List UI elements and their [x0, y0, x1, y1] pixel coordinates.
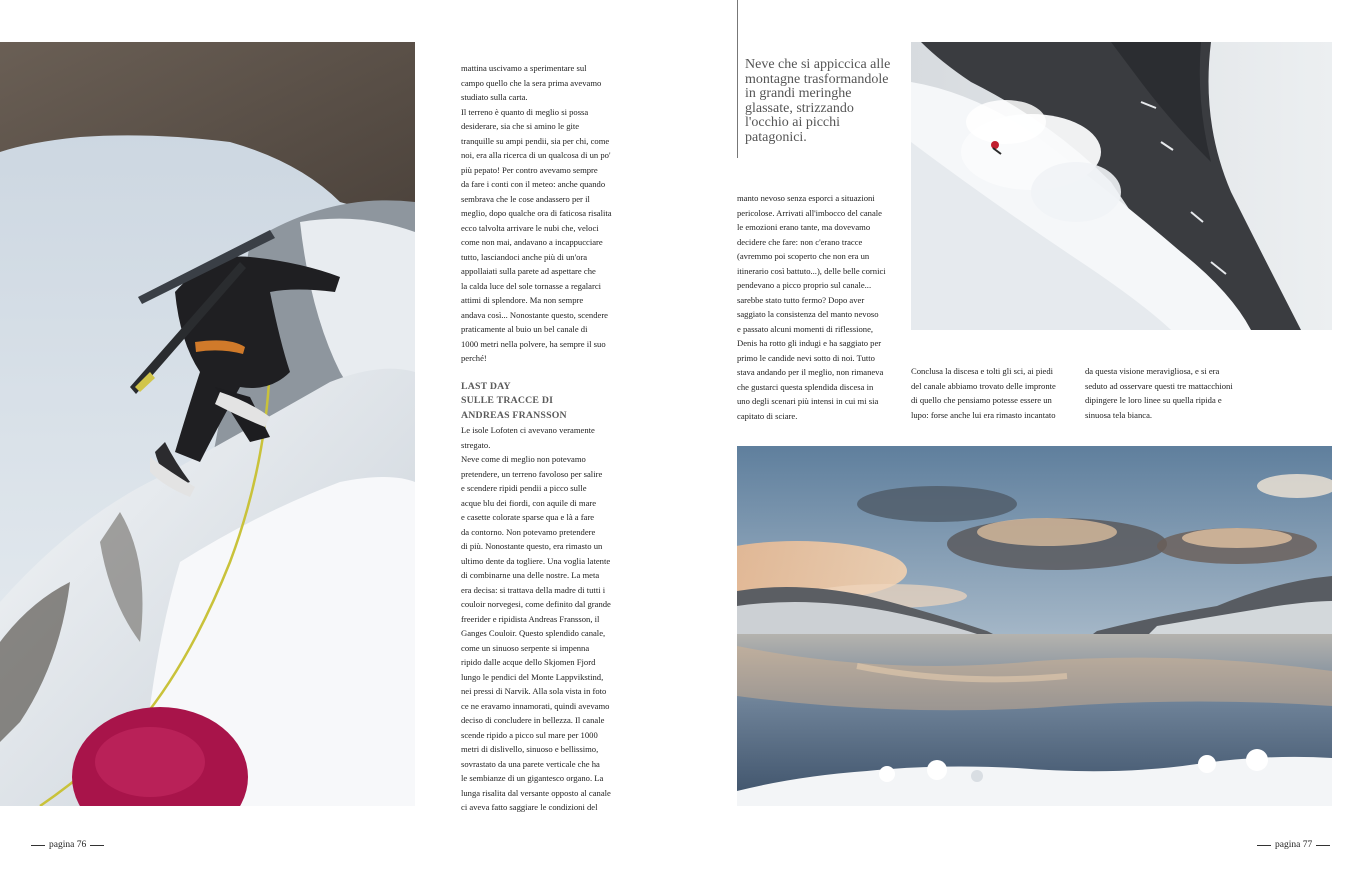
text-line: Denis ha rotto gli indugi e ha saggiato per [737, 338, 882, 348]
text-line: primo le candide nevi sotto di noi. Tutto [737, 352, 875, 363]
page-number-rule [1257, 845, 1271, 846]
text-line: scende ripido a picco sul mare per 1000 [461, 729, 598, 740]
text-line: Il terreno è quanto di meglio si possa [461, 106, 589, 117]
text-line: saggiato la consistenza del manto nevoso [737, 309, 879, 319]
text-line: più pepato! Per contro avevamo sempre [461, 164, 598, 175]
section-heading [461, 380, 636, 424]
fjord-photo [737, 446, 1332, 806]
text-line: campo quello che la sera prima avevamo [461, 77, 602, 88]
text-line: noi, era alla ricerca di un qualcosa di un po' [461, 150, 611, 160]
text-line: ripido dalle acque dello Skjomen Fjord [461, 657, 596, 667]
heading-line: SULLE TRACCE DI [461, 395, 554, 406]
text-line: dipingere le loro linee su quella ripida e [1085, 395, 1222, 405]
text-line: nei pressi di Narvik. Alla sola vista in foto [461, 686, 607, 696]
text-line: ce ne eravamo innamorati, quindi avevamo [461, 700, 610, 711]
page-number-left [31, 840, 104, 850]
text-line: ci aveva fatto saggiare le condizioni del [461, 802, 598, 812]
text-line: pericolose. Arrivati all'imbocco del canale [737, 207, 882, 218]
text-line: acque blu dei fiordi, con aquile di mare [461, 497, 597, 508]
article-column-2 [737, 191, 907, 423]
text-line: attimi di splendore. Ma non sempre [461, 295, 584, 305]
text-line: uno degli scenari più intensi in cui mi sia [737, 396, 879, 406]
text-line: itinerario così battuto...), delle belle cornici [737, 265, 886, 276]
text-line: (avremmo poi scoperto che non era un [737, 251, 870, 261]
text-line: tranquille su ampi pendii, sia per chi, come [461, 135, 610, 146]
text-line: seduto ad osservare questi tre mattacchioni [1085, 380, 1233, 391]
text-line: del canale abbiamo trovato delle impronte [911, 380, 1056, 391]
text-line: di quello che pensiamo potesse essere un [911, 395, 1052, 405]
article-column-3 [911, 364, 1081, 422]
text-line: Conclusa la discesa e tolti gli sci, ai piedi [911, 366, 1054, 376]
text-line: le sembianze di un gigantesco organo. La [461, 773, 604, 783]
text-line: ultimo dente da togliere. Una voglia latente [461, 555, 611, 566]
text-line: stava andando per il meglio, non rimaneva [737, 367, 884, 377]
page-number-text: pagina 76 [49, 840, 87, 850]
text-line: e casette colorate sparse qua e là a fare [461, 512, 595, 522]
text-line: sembrava che le cose andassero per il [461, 193, 590, 204]
text-line: meglio, dopo qualche ora di faticosa risalita [461, 208, 612, 218]
text-line: Neve come di meglio non potevamo [461, 454, 586, 464]
text-line: couloir norvegesi, come definito dal grande [461, 599, 611, 609]
text-line: sarebbe stato tutto fermo? Dopo aver [737, 294, 865, 305]
text-line: di più. Nonostante questo, era rimasto un [461, 541, 603, 551]
page-number-text: pagina 77 [1275, 840, 1313, 850]
text-line: perché! [461, 353, 487, 363]
text-line: appollaiati sulla parete ad aspettare che [461, 266, 596, 276]
page-number-rule [31, 845, 45, 846]
text-line: Le isole Lofoten ci avevano veramente [461, 425, 595, 435]
text-line: metri di dislivello, sinuoso e bellissimo, [461, 744, 599, 754]
text-line: decidere che fare: non c'erano tracce [737, 236, 863, 247]
text-line: che gustarci questa splendida discesa in [737, 381, 874, 392]
climber-photo [0, 42, 415, 806]
text-line: le emozioni erano tante, ma dovevamo [737, 222, 871, 232]
text-line: pretendere, un terreno favoloso per salire [461, 468, 603, 479]
heading-line: LAST DAY [461, 380, 511, 392]
text-line: Ganges Couloir. Questo splendido canale, [461, 628, 606, 638]
text-line: studiato sulla carta. [461, 92, 528, 102]
text-line: freerider e ripidista Andreas Fransson, il [461, 613, 600, 624]
text-line: la calda luce del sole tornasse a regalarci [461, 280, 602, 291]
text-line: pendevano a picco proprio sul canale... [737, 280, 872, 290]
text-line: mattina uscivamo a sperimentare sul [461, 63, 587, 73]
text-line: ecco talvolta arrivare le nubi che, veloci [461, 222, 599, 233]
article-column-4 [1085, 364, 1260, 422]
text-line: 1000 metri nella polvere, ha sempre il suo [461, 338, 606, 349]
text-line: e scendere ripidi pendii a picco sulle [461, 483, 587, 493]
text-line: come non mai, andavano a incappucciare [461, 237, 603, 247]
quote-rule [737, 0, 738, 158]
text-line: stregato. [461, 439, 491, 450]
text-line: da fare i conti con il meteo: anche quando [461, 179, 606, 189]
text-line: desiderare, sia che si amino le gite [461, 121, 580, 131]
text-line: da contorno. Non potevamo pretendere [461, 526, 596, 537]
text-line: sovrastato da una parete verticale che ha [461, 758, 600, 769]
text-line: lungo le pendici del Monte Lappvikstind, [461, 671, 604, 682]
page-number-rule [1316, 845, 1330, 846]
pull-quote: Neve che si appiccica alle montagne trasformandole in grandi meringhe glassate, strizzando l'occhio ai picchi patagonici. [745, 57, 891, 145]
page-number-rule [90, 845, 104, 846]
text-line: capitato di sciare. [737, 410, 798, 421]
heading-line: ANDREAS FRANSSON [461, 409, 567, 421]
text-line: lupo: forse anche lui era rimasto incantato [911, 409, 1056, 420]
text-line: di combinarne una delle nostre. La meta [461, 570, 600, 580]
text-line: andava così... Nonostante questo, scendere [461, 309, 609, 320]
page-number-right [1257, 840, 1330, 850]
text-line: manto nevoso senza esporci a situazioni [737, 193, 875, 203]
text-line: da questa visione meravigliosa, e si era [1085, 366, 1220, 376]
skier-photo [911, 42, 1332, 330]
text-line: sinuosa tela bianca. [1085, 409, 1153, 420]
text-line: come un sinuoso serpente si impenna [461, 642, 590, 653]
text-line: lunga risalita dal versante opposto al canale [461, 787, 611, 798]
text-line: era decisa: si trattava della madre di tutti i [461, 584, 606, 595]
text-line: deciso di concludere in bellezza. Il canale [461, 715, 605, 725]
text-line: e passato alcuni momenti di riflessione, [737, 323, 874, 334]
article-column-1 [461, 61, 636, 815]
text-line: praticamente al buio un bel canale di [461, 324, 588, 334]
text-line: tutto, lasciandoci anche più di un'ora [461, 251, 588, 262]
